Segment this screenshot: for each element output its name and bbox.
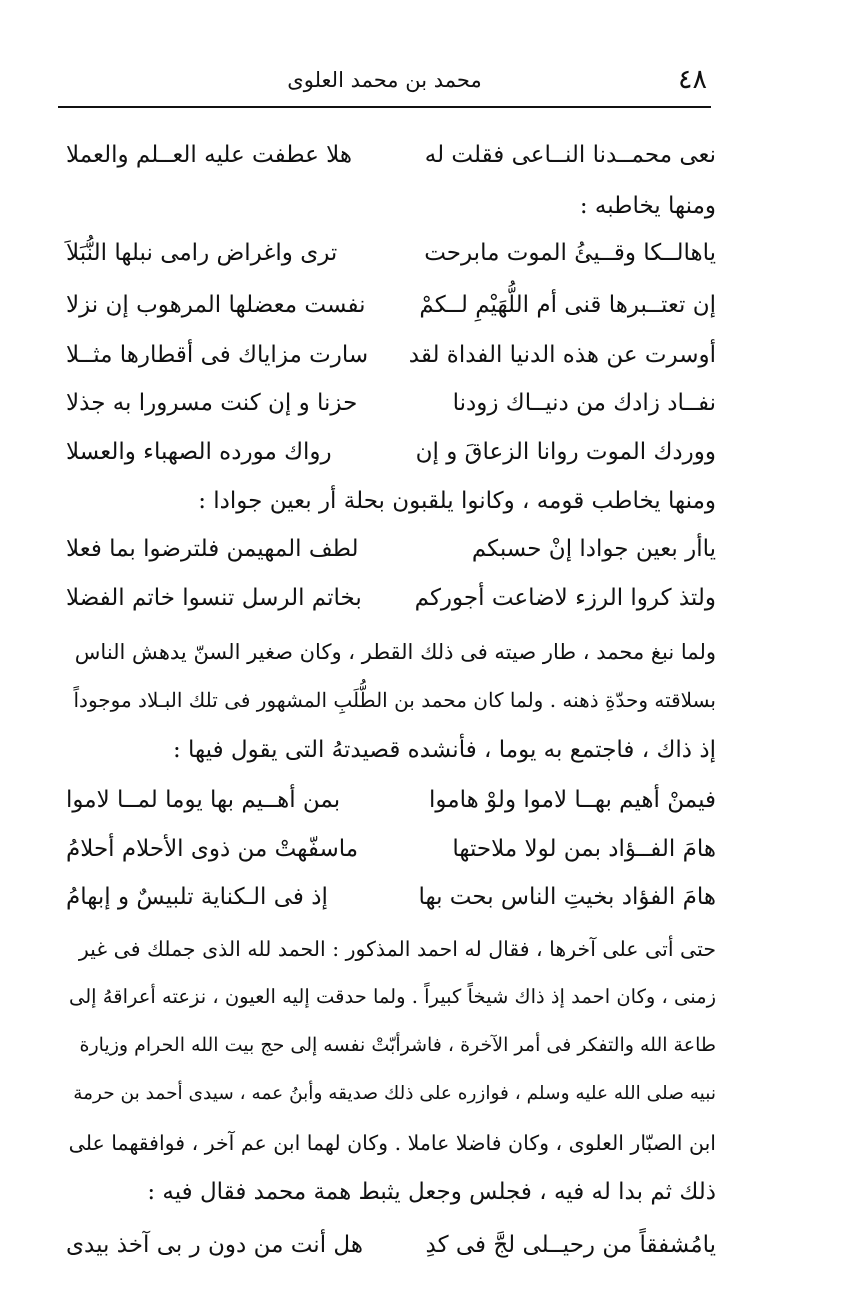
first-hemistich: هامَ الفــؤاد بمن لولا ملاحتها <box>452 836 716 862</box>
first-hemistich: نفــاد زادك من دنيــاك زودنا <box>452 390 716 416</box>
second-hemistich: حزنا و إن كنت مسرورا به جذلا <box>66 390 358 416</box>
first-hemistich: هامَ الفؤاد بخيتِ الناس بحت بها <box>418 884 716 910</box>
first-hemistich: ولتذ كروا الرزء لاضاعت أجوركم <box>414 585 716 611</box>
paragraph-line: طاعة الله والتفكر فى أمر الآخرة ، فاشرأبّتْ نفسه إلى حج بيت الله الحرام وزيارة <box>79 1034 716 1056</box>
second-hemistich: ترى واغراض رامى نبلها النُّبَلاَ <box>66 240 338 266</box>
verse-line <box>66 536 716 576</box>
second-hemistich: هل أنت من دون ر بى آخذ بيدى <box>66 1232 363 1258</box>
paragraph-line: ولما نبغ محمد ، طار صيته فى ذلك القطر ، وكان صغير السنّ يدهش الناس <box>74 640 716 664</box>
verse-line <box>66 342 716 382</box>
paragraph-line: ابن الصبّار العلوى ، وكان فاضلا عاملا . وكان لهما ابن عم آخر ، فوافقهما على <box>68 1131 716 1155</box>
second-hemistich: هلا عطفت عليه العــلم والعملا <box>66 142 353 168</box>
running-title: محمد بن محمد العلوى <box>287 68 482 92</box>
first-hemistich: أوسرت عن هذه الدنيا الفداة لقد <box>408 342 716 368</box>
first-hemistich: نعى محمــدنا النــاعى فقلت له <box>424 142 716 168</box>
verse-line <box>66 836 716 876</box>
verse-line <box>66 787 716 827</box>
second-hemistich: سارت مزاياك فى أقطارها مثــلا <box>66 342 369 368</box>
first-hemistich: يامُشفقاً من رحيــلى لجَّ فى كدِ <box>425 1232 716 1258</box>
second-hemistich: إذ فى الـكناية تلبيسٌ و إبهامُ <box>66 884 328 910</box>
section-intro: ومنها يخاطب قومه ، وكانوا يلقبون بحلة أر بعين جوادا : <box>198 488 716 514</box>
second-hemistich: بخاتم الرسل تنسوا خاتم الفضلا <box>66 585 362 611</box>
first-hemistich: إن تعتــبرها قنى أم اللُّهَيْمِ لــكمْ <box>419 292 716 318</box>
second-hemistich: لطف المهيمن فلترضوا بما فعلا <box>66 536 359 562</box>
first-hemistich: ووردك الموت روانا الزعاقَ و إن <box>415 439 716 465</box>
verse-line <box>66 142 716 182</box>
second-hemistich: نفست معضلها المرهوب إن نزلا <box>66 292 366 318</box>
second-hemistich: ماسفّهتْ من ذوى الأحلام أحلامُ <box>66 836 359 862</box>
page-number: ٤٨ <box>677 64 707 95</box>
first-hemistich: ياهالــكا وقــيئُ الموت مابرحت <box>424 240 716 266</box>
paragraph-line: بسلاقته وحدّةِ ذهنه . ولما كان محمد بن الطُّلَبِ المشهور فى تلك البـلاد موجوداً <box>73 688 716 712</box>
verse-line <box>66 240 716 280</box>
verse-line <box>66 884 716 924</box>
second-hemistich: رواك مورده الصهباء والعسلا <box>66 439 332 465</box>
verse-line <box>66 292 716 332</box>
verse-line <box>66 390 716 430</box>
page-header <box>58 64 711 108</box>
section-intro: ومنها يخاطبه : <box>579 193 716 219</box>
paragraph-line: ذلك ثم بدا له فيه ، فجلس وجعل يثبط همة محمد فقال فيه : <box>147 1179 716 1205</box>
paragraph-line: إذ ذاك ، فاجتمع به يوما ، فأنشده قصيدتهُ التى يقول فيها : <box>172 737 716 763</box>
verse-line <box>66 585 716 625</box>
verse-line <box>66 1232 716 1272</box>
first-hemistich: ياأر بعين جوادا إنْ حسبكم <box>471 536 716 562</box>
verse-line <box>66 439 716 479</box>
paragraph-line: زمنى ، وكان احمد إذ ذاك شيخاً كبيراً . ولما حدقت إليه العيون ، نزعته أعراقهُ إلى <box>68 985 716 1008</box>
paragraph-line: نبيه صلى الله عليه وسلم ، فوازره على ذلك صديقه وأبنُ عمه ، سيدى أحمد بن حرمة <box>73 1083 716 1104</box>
second-hemistich: بمن أهــيم بها يوما لمــا لاموا <box>66 787 341 813</box>
first-hemistich: فيمنْ أهيم بهــا لاموا ولوْ هاموا <box>429 787 716 813</box>
paragraph-line: حتى أتى على آخرها ، فقال له احمد المذكور : الحمد لله الذى جملك فى غير <box>78 937 716 961</box>
